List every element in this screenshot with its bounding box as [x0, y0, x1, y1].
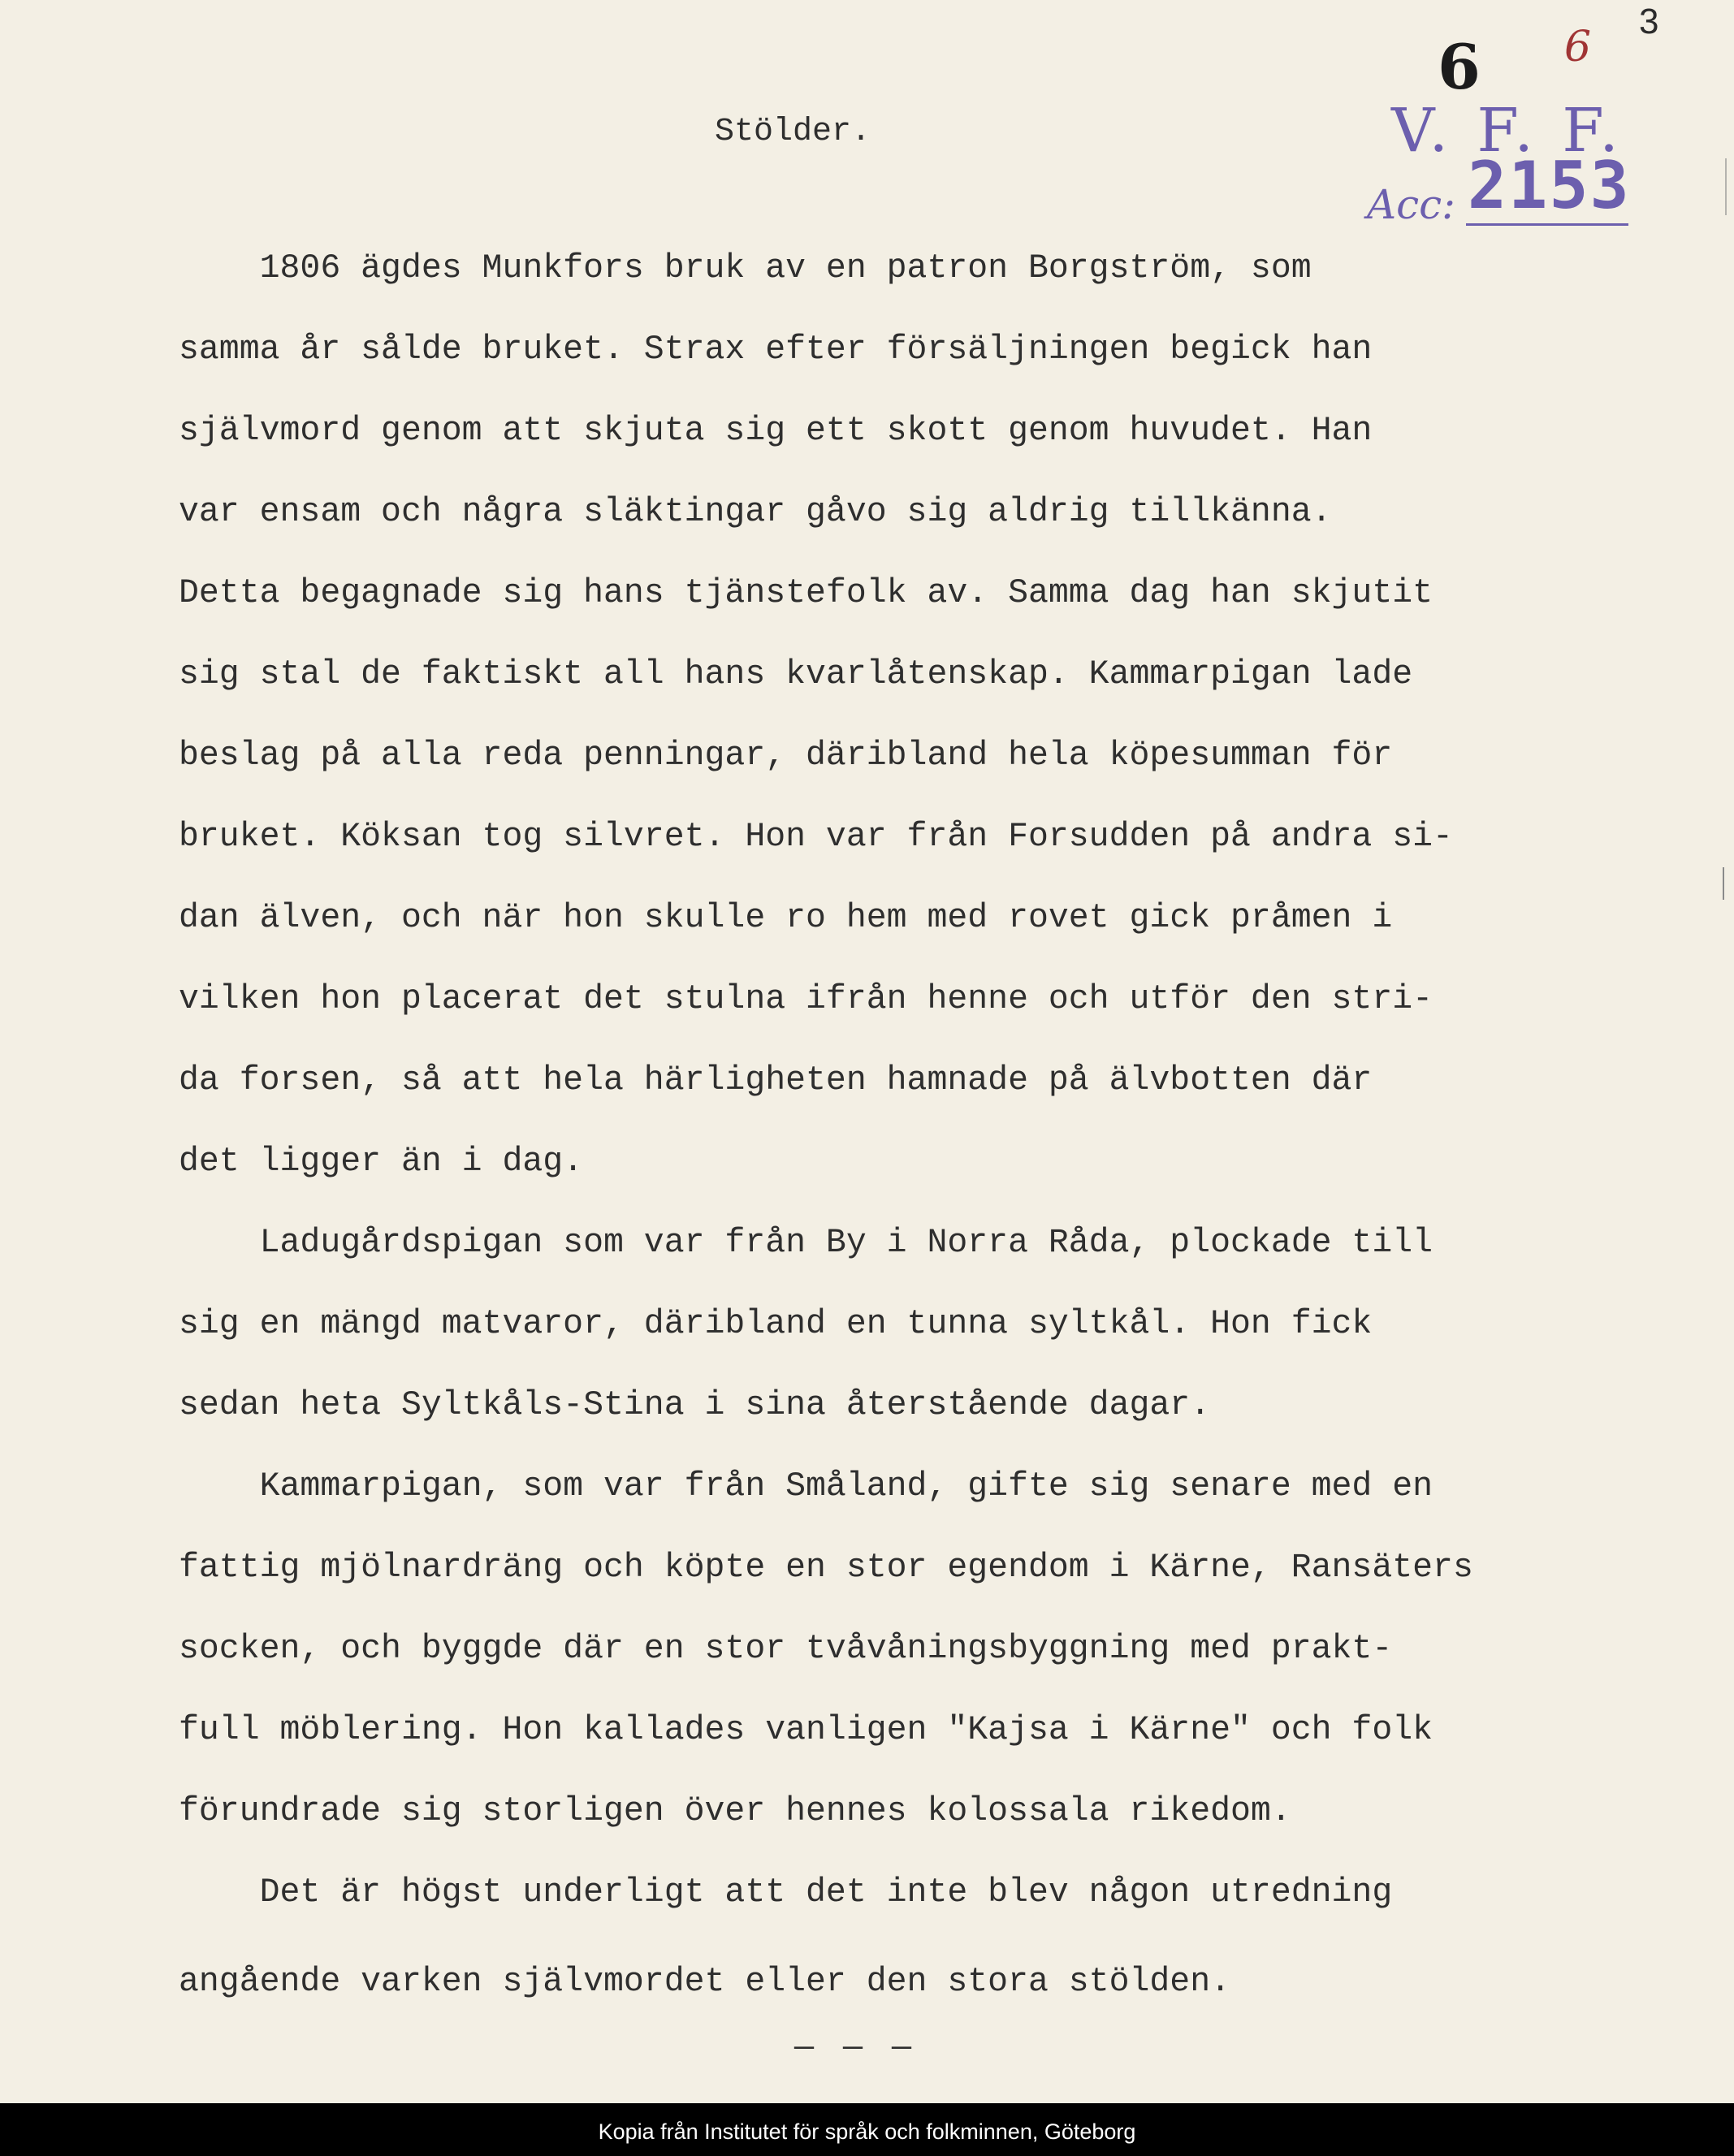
text-line: Det är högst underligt att det inte blev någon utredning — [179, 1873, 1393, 1912]
stamp-archive-code: V. F. F. — [1391, 96, 1624, 166]
margin-mark — [1723, 867, 1724, 900]
page-number: 3 — [1639, 2, 1659, 41]
text-line: sig en mängd matvaror, däribland en tunna syltkål. Hon fick — [179, 1305, 1373, 1343]
text-line: beslag på alla reda penningar, däribland hela köpesumman för — [179, 737, 1393, 775]
text-line: bruket. Köksan tog silvret. Hon var från Forsudden på andra si- — [179, 818, 1453, 856]
text-line: full möblering. Hon kallades vanligen "Kajsa i Kärne" och folk — [179, 1711, 1433, 1749]
stamp-accession-prefix: Acc: — [1367, 181, 1455, 228]
text-line: samma år sålde bruket. Strax efter försäljningen begick han — [179, 331, 1373, 369]
text-line: da forsen, så att hela härligheten hamnade på älvbotten där — [179, 1061, 1373, 1100]
archive-stamp — [1344, 96, 1637, 238]
text-line: var ensam och några släktingar gåvo sig aldrig tillkänna. — [179, 493, 1332, 531]
text-line: det ligger än i dag. — [179, 1143, 584, 1181]
text-line: 1806 ägdes Munkfors bruk av en patron Borgström, som — [179, 249, 1312, 287]
text-line: socken, och byggde där en stor tvåvåningsbyggning med prakt- — [179, 1630, 1393, 1668]
text-line: vilken hon placerat det stulna ifrån henne och utför den stri- — [179, 980, 1433, 1018]
text-line: angående varken självmordet eller den stora stölden. — [179, 1963, 1231, 2001]
text-line: självmord genom att skjuta sig ett skott genom huvudet. Han — [179, 412, 1373, 450]
text-line: dan älven, och när hon skulle ro hem med rovet gick pråmen i — [179, 899, 1393, 937]
closing-mark: — — — — [794, 2030, 917, 2067]
text-line: fattig mjölnardräng och köpte en stor egendom i Kärne, Ransäters — [179, 1549, 1473, 1587]
text-line: sedan heta Syltkåls-Stina i sina återstående dagar. — [179, 1386, 1211, 1424]
stamp-underline — [1466, 223, 1628, 226]
footer-bar — [0, 2103, 1734, 2156]
text-line: förundrade sig storligen över hennes kolossala rikedom. — [179, 1792, 1291, 1830]
text-line: Kammarpigan, som var från Småland, gifte sig senare med en — [179, 1467, 1433, 1506]
handwritten-number: 6 — [1564, 23, 1592, 71]
margin-mark — [1725, 158, 1727, 215]
stamp-accession-number: 2153 — [1468, 148, 1631, 223]
footer-credit: Kopia från Institutet för språk och folkminnen, Göteborg — [598, 2119, 1136, 2144]
sheet-number: 6 — [1438, 31, 1481, 103]
text-line: sig stal de faktiskt all hans kvarlåtenskap. Kammarpigan lade — [179, 655, 1413, 693]
text-line: Detta begagnade sig hans tjänstefolk av. Samma dag han skjutit — [179, 574, 1433, 612]
document-title: Stölder. — [715, 114, 871, 150]
text-line: Ladugårdspigan som var från By i Norra Råda, plockade till — [179, 1224, 1433, 1262]
